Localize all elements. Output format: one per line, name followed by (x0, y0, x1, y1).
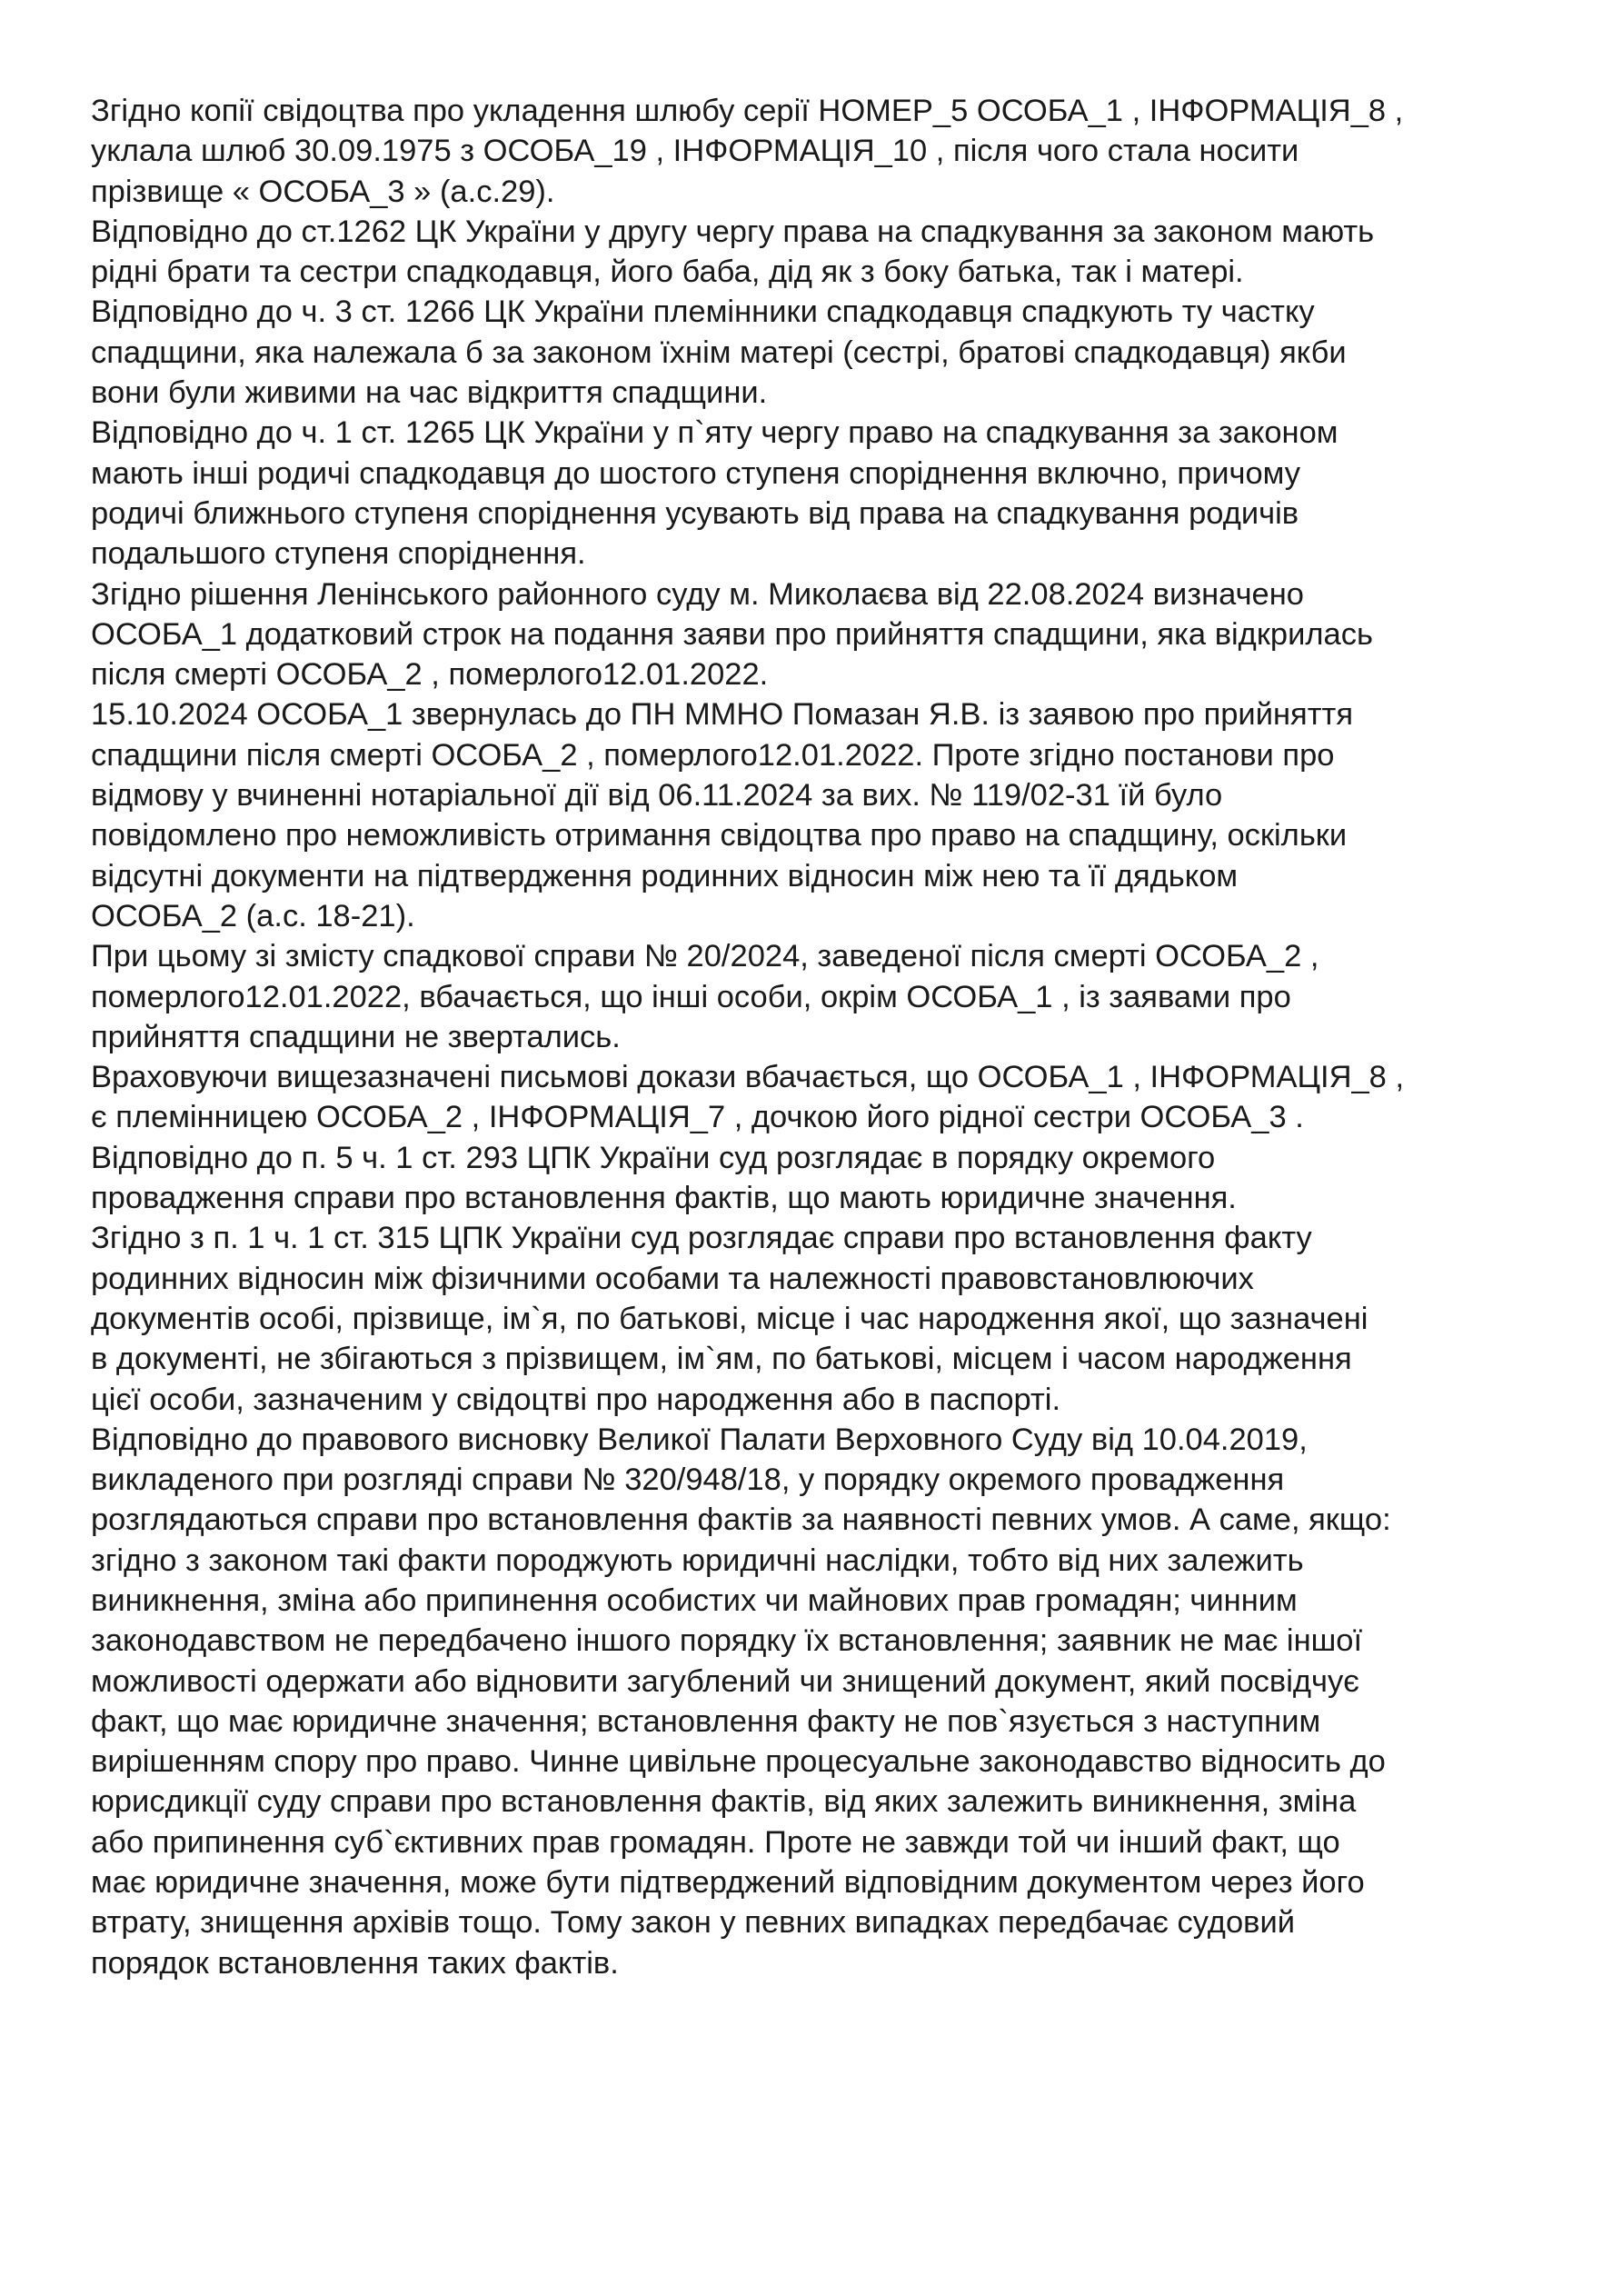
text-line: виникнення, зміна або припинення особистих чи майнових прав громадян; чинним (91, 1582, 1298, 1618)
text-line: відсутні документи на підтвердження родинних відносин між нею та її дядьком (91, 858, 1239, 893)
text-line: спадщини після смерті ОСОБА_2 , померлого12.01.2022. Проте згідно постанови про (91, 737, 1335, 773)
text-line: Згідно рішення Ленінського районного суду м. Миколаєва від 22.08.2024 визначено (91, 576, 1304, 612)
text-line: мають інші родичі спадкодавця до шостого ступеня споріднення включно, причому (91, 455, 1301, 491)
text-line: Враховуючи вищезазначені письмові докази вбачається, що ОСОБА_1 , ІНФОРМАЦІЯ_8 , (91, 1060, 1405, 1095)
text-line: вирішенням спору про право. Чинне цивільне процесуальне законодавство відносить до (91, 1744, 1386, 1780)
text-line: Згідно копії свідоцтва про укладення шлюбу серії НОМЕР_5 ОСОБА_1 , ІНФОРМАЦІЯ_8 , (91, 94, 1404, 128)
text-line: відмову у вчиненні нотаріальної дії від 06.11.2024 за вих. № 119/02-31 їй було (91, 778, 1223, 814)
text-line: ОСОБА_1 додатковий строк на подання заяви про прийняття спадщини, яка відкрилась (91, 616, 1373, 652)
text-line: втрату, знищення архівів тощо. Тому закон у певних випадках передбачає судовий (91, 1905, 1295, 1941)
text-line: Відповідно до ст.1262 ЦК України у другу чергу права на спадкування за законом мають (91, 214, 1375, 249)
text-line: прийняття спадщини не звертались. (91, 1019, 621, 1054)
text-line: родичі ближнього ступеня споріднення усувають від права на спадкування родичів (91, 495, 1299, 531)
text-line: цієї особи, зазначеним у свідоцтві про народження або в паспорті. (91, 1382, 1061, 1417)
text-line: в документі, не збігаються з прізвищем, ім`ям, по батькові, місцем і часом народження (91, 1342, 1352, 1377)
document-body (91, 91, 1563, 1983)
text-line: подальшого ступеня споріднення. (91, 536, 586, 572)
text-line: померлого12.01.2022, вбачається, що інші особи, окрім ОСОБА_1 , із заявами про (91, 979, 1291, 1014)
text-line: уклала шлюб 30.09.1975 з ОСОБА_19 , ІНФОРМАЦІЯ_10 , після чого стала носити (91, 134, 1299, 169)
text-line: родинних відносин між фізичними особами та належності правовстановлюючих (91, 1261, 1254, 1296)
text-line: 15.10.2024 ОСОБА_1 звернулась до ПН ММНО Помазан Я.В. із заявою про прийняття (91, 697, 1353, 733)
text-line: має юридичне значення, може бути підтверджений відповідним документом через його (91, 1865, 1365, 1901)
text-line: прізвище « ОСОБА_3 » (а.с.29). (91, 174, 555, 209)
text-line: Відповідно до правового висновку Великої Палати Верховного Суду від 10.04.2019, (91, 1422, 1308, 1457)
text-line: можливості одержати або відновити загублений чи знищений документ, який посвідчує (91, 1663, 1359, 1699)
text-line: після смерті ОСОБА_2 , померлого12.01.2022. (91, 657, 769, 693)
text-line: факт, що має юридичне значення; встановлення факту не пов`язується з наступним (91, 1703, 1321, 1739)
text-line: Відповідно до ч. 3 ст. 1266 ЦК України племінники спадкодавця спадкують ту частку (91, 294, 1315, 330)
text-line: порядок встановлення таких фактів. (91, 1945, 619, 1981)
text-line: ОСОБА_2 (а.с. 18-21). (91, 898, 415, 933)
text-line: Згідно з п. 1 ч. 1 ст. 315 ЦПК України суд розглядає справи про встановлення факту (91, 1221, 1312, 1256)
text-line: спадщини, яка належала б за законом їхнім матері (сестрі, братові спадкодавця) якби (91, 334, 1347, 370)
text-line: законодавством не передбачено іншого порядку їх встановлення; заявник не має іншої (91, 1623, 1363, 1659)
text-line: викладеного при розгляді справи № 320/948/18, у порядку окремого провадження (91, 1462, 1285, 1498)
text-line: Відповідно до ч. 1 ст. 1265 ЦК України у п`яту чергу право на спадкування за законом (91, 415, 1338, 451)
text-line: При цьому зі змісту спадкової справи № 20/2024, заведеної після смерті ОСОБА_2 , (91, 939, 1319, 974)
text-line: вони були живими на час відкриття спадщини. (91, 375, 768, 411)
text-line: повідомлено про неможливість отримання свідоцтва про право на спадщину, оскільки (91, 818, 1348, 854)
text-line: Відповідно до п. 5 ч. 1 ст. 293 ЦПК України суд розглядає в порядку окремого (91, 1140, 1216, 1175)
text-line: юрисдикції суду справи про встановлення фактів, від яких залежить виникнення, зміна (91, 1784, 1357, 1820)
text-line: провадження справи про встановлення фактів, що мають юридичне значення. (91, 1181, 1237, 1216)
text-line: згідно з законом такі факти породжують юридичні наслідки, тобто від них залежить (91, 1542, 1304, 1578)
text-line: розглядаються справи про встановлення фактів за наявності певних умов. А саме, якщо: (91, 1502, 1391, 1538)
text-line: є племінницею ОСОБА_2 , ІНФОРМАЦІЯ_7 , дочкою його рідної сестри ОСОБА_3 . (91, 1100, 1304, 1135)
text-line: або припинення суб`єктивних прав громадян. Проте не завжди той чи інший факт, що (91, 1824, 1340, 1860)
text-line: рідні брати та сестри спадкодавця, його баба, дід як з боку батька, так і матері. (91, 255, 1244, 290)
text-line: документів особі, прізвище, ім`я, по батькові, місце і час народження якої, що зазначені (91, 1301, 1368, 1336)
